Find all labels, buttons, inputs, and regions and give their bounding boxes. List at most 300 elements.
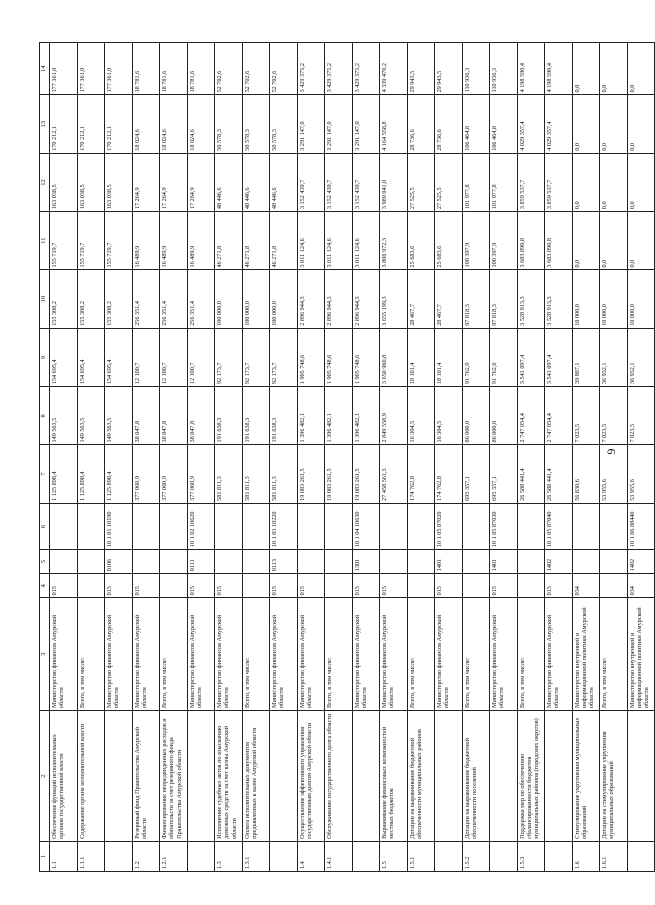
table-cell: Дотации на выравнивание бюджетной обеспеченности муниципальных районов — [407, 711, 435, 842]
table-cell: 015 — [187, 574, 215, 598]
table-cell: Министерство внутренней и информационной политики Амурской области — [627, 598, 655, 711]
table-cell — [352, 841, 380, 871]
table-cell: Министерство финансов Амурской области — [187, 598, 215, 711]
column-number-13: 13 — [40, 95, 50, 153]
table-cell — [242, 574, 270, 598]
table-row — [270, 43, 298, 872]
table-cell: Дотации на стимулирование укрупнения муниципальных образований — [600, 711, 628, 842]
table-cell: 015 — [545, 574, 573, 598]
table-cell — [435, 841, 463, 871]
table-cell — [297, 503, 325, 549]
table-cell: 110 936,3 — [490, 43, 518, 95]
table-cell: 3 291 147,0 — [325, 95, 353, 153]
table-cell: 28 736,6 — [407, 95, 435, 153]
table-cell: 163 038,5 — [105, 153, 133, 211]
table-cell: 86 000,0 — [462, 387, 490, 445]
table-cell: 97 818,3 — [462, 270, 490, 328]
table-cell: 163 038,5 — [50, 153, 78, 211]
table-cell: 46 271,8 — [270, 212, 298, 270]
table-cell: 7 023,5 — [572, 387, 600, 445]
table-cell: 18 781,6 — [160, 43, 188, 95]
table-cell: 149 563,5 — [105, 387, 133, 445]
table-cell: 1.5.2 — [462, 841, 490, 871]
table-cell: 015 — [490, 574, 518, 598]
table-cell: 015 — [132, 574, 160, 598]
table-cell — [160, 503, 188, 549]
table-cell: 3 859 537,7 — [517, 153, 545, 211]
table-cell: 170 212,1 — [105, 95, 133, 153]
table-cell: 015 — [435, 574, 463, 598]
table-cell: 39 807,1 — [572, 328, 600, 386]
table-cell: 46 271,8 — [242, 212, 270, 270]
table-cell: 38 047,8 — [187, 387, 215, 445]
table-cell: Министерство финансов Амурской области — [545, 598, 573, 711]
table-cell: 2 849 558,9 — [380, 387, 408, 445]
table-row — [600, 43, 628, 872]
table-row — [242, 43, 270, 872]
table-cell: 17 264,9 — [160, 153, 188, 211]
table-cell: Министерство финансов Амурской области — [380, 598, 408, 711]
table-cell: Всего, в том числе: — [517, 598, 545, 711]
column-number-6: 6 — [40, 503, 50, 549]
table-cell — [325, 550, 353, 574]
table-cell: 163 038,5 — [77, 153, 105, 211]
table-cell: 3 291 147,0 — [297, 95, 325, 153]
table-cell: 16 304,5 — [407, 387, 435, 445]
table-cell: 0,0 — [572, 212, 600, 270]
table-cell: 100 000,0 — [242, 270, 270, 328]
table-cell — [407, 550, 435, 574]
table-cell: 0,0 — [572, 95, 600, 153]
table-cell: 1 396 482,1 — [352, 387, 380, 445]
table-cell: 581 811,3 — [242, 445, 270, 503]
table-cell: 0,0 — [600, 95, 628, 153]
column-number-9: 9 — [40, 328, 50, 386]
table-cell: 3 152 439,7 — [352, 153, 380, 211]
table-cell: 0,0 — [572, 43, 600, 95]
table-cell: 16 489,9 — [187, 212, 215, 270]
table-cell: 015 — [105, 574, 133, 598]
table-cell: 1.2 — [132, 841, 160, 871]
table-cell — [490, 841, 518, 871]
table-cell: 38 047,8 — [160, 387, 188, 445]
table-cell: 1.2.1 — [160, 841, 188, 871]
table-cell: Обслуживание государственного долга области — [325, 711, 353, 842]
table-cell: 015 — [50, 574, 78, 598]
table-cell: 2 747 054,4 — [545, 387, 573, 445]
table-row — [545, 43, 573, 872]
table-cell: 18 101,4 — [407, 328, 435, 386]
table-cell — [187, 711, 215, 842]
table-cell: 53 955,6 — [627, 445, 655, 503]
table-cell: Осуществление эффективного управления государственным долгом Амурской области — [297, 711, 325, 842]
table-cell: 3 650 960,8 — [380, 328, 408, 386]
table-cell — [435, 711, 463, 842]
table-cell — [600, 503, 628, 549]
table-cell: 12 100,7 — [187, 328, 215, 386]
table-cell: Министерство финансов Амурской области — [297, 598, 325, 711]
table-cell: 97 818,3 — [490, 270, 518, 328]
table-cell: 0,0 — [600, 153, 628, 211]
table-cell: 10 1 01 10190 — [105, 503, 133, 549]
table-cell — [215, 503, 243, 549]
table-row — [435, 43, 463, 872]
table-cell: 36 932,1 — [627, 328, 655, 386]
table-cell: 36 932,1 — [600, 328, 628, 386]
table-cell — [270, 711, 298, 842]
table-cell: Дотации на выравнивание бюджетной обеспеченности поселений — [462, 711, 490, 842]
table-row — [77, 43, 105, 872]
table-cell: 3 541 097,4 — [545, 328, 573, 386]
table-cell: 3 011 124,6 — [297, 212, 325, 270]
table-cell: 29 943,5 — [407, 43, 435, 95]
table-cell: 18 101,4 — [435, 328, 463, 386]
table-row — [160, 43, 188, 872]
table-cell — [187, 841, 215, 871]
table-cell: 191 638,3 — [242, 387, 270, 445]
table-cell: 0,0 — [627, 95, 655, 153]
table-cell: 100 397,9 — [462, 212, 490, 270]
table-cell: 46 271,8 — [215, 212, 243, 270]
table-row — [50, 43, 78, 872]
table-cell: 015 — [380, 574, 408, 598]
table-cell: 19 083 261,5 — [325, 445, 353, 503]
table-cell: 10 000,0 — [572, 270, 600, 328]
table-cell: 17 264,9 — [187, 153, 215, 211]
table-cell: 155 308,2 — [105, 270, 133, 328]
table-cell: 4 029 357,4 — [517, 95, 545, 153]
table-cell: 10 1 05 87030 — [490, 503, 518, 549]
table-cell: 191 638,3 — [270, 387, 298, 445]
table-cell: 015 — [270, 574, 298, 598]
table-cell — [545, 711, 573, 842]
table-cell: 256 351,4 — [160, 270, 188, 328]
table-cell: 154 695,4 — [77, 328, 105, 386]
table-cell: 1.1 — [50, 841, 78, 871]
table-cell: 48 446,6 — [270, 153, 298, 211]
table-cell: 695 357,1 — [462, 445, 490, 503]
table-cell — [462, 550, 490, 574]
table-cell: Министерство финансов Амурской области — [132, 598, 160, 711]
table-cell: 4 339 470,2 — [380, 43, 408, 95]
table-cell: 1 125 898,4 — [50, 445, 78, 503]
table-cell: 256 351,4 — [187, 270, 215, 328]
table-cell: 10 000,0 — [627, 270, 655, 328]
table-cell — [215, 550, 243, 574]
table-cell — [600, 574, 628, 598]
table-cell: 28 467,7 — [407, 270, 435, 328]
table-cell: 0,0 — [627, 43, 655, 95]
table-cell: Всего, в том числе: — [462, 598, 490, 711]
table-cell: 170 212,1 — [50, 95, 78, 153]
table-cell: Оплата исполнительных документов предъявленных к казне Амурской области — [242, 711, 270, 842]
table-cell: 1.4 — [297, 841, 325, 871]
table-cell: 1 905 748,6 — [325, 328, 353, 386]
table-cell: 1401 — [435, 550, 463, 574]
table-cell: 377 060,9 — [160, 445, 188, 503]
table-cell: 28 736,6 — [435, 95, 463, 153]
column-number-4: 4 — [40, 574, 50, 598]
table-cell: 3 152 439,7 — [297, 153, 325, 211]
table-cell: 3 683 890,8 — [517, 212, 545, 270]
table-cell: 015 — [297, 574, 325, 598]
rotated-page — [39, 42, 651, 872]
table-cell: 106 464,8 — [490, 95, 518, 153]
table-cell: 16 489,9 — [132, 212, 160, 270]
table-cell: 155 719,7 — [105, 212, 133, 270]
table-cell: 48 446,6 — [215, 153, 243, 211]
table-cell: 1.5 — [380, 841, 408, 871]
table-cell: Министерство финансов Амурской области — [105, 598, 133, 711]
table-cell: 0,0 — [627, 212, 655, 270]
table-cell: 10 1 02 10620 — [187, 503, 215, 549]
table-cell: 3 429 375,2 — [352, 43, 380, 95]
table-cell: 034 — [572, 574, 600, 598]
table-row — [462, 43, 490, 872]
table-cell: 1.4.1 — [325, 841, 353, 871]
table-cell — [627, 711, 655, 842]
table-cell: 2 747 054,4 — [517, 387, 545, 445]
table-cell: Исполнение судебных актов по взысканию денежных средств за счет казны Амурской области — [215, 711, 243, 842]
table-cell: Всего, в том числе: — [77, 598, 105, 711]
table-cell: 149 563,5 — [77, 387, 105, 445]
table-cell — [242, 503, 270, 549]
table-cell — [517, 503, 545, 549]
table-cell: 100 397,9 — [490, 212, 518, 270]
table-cell — [325, 574, 353, 598]
table-cell: 2 896 944,3 — [352, 270, 380, 328]
table-cell: 27 525,5 — [435, 153, 463, 211]
table-cell: 3 011 124,6 — [352, 212, 380, 270]
page-number: 6 — [604, 448, 619, 455]
table-cell: 1 396 482,1 — [297, 387, 325, 445]
table-cell — [407, 503, 435, 549]
table-cell: 3 152 439,7 — [325, 153, 353, 211]
table-cell: 155 308,2 — [77, 270, 105, 328]
table-cell: 177 361,0 — [77, 43, 105, 95]
table-cell: 3 806 972,3 — [380, 212, 408, 270]
table-cell: 3 528 913,3 — [517, 270, 545, 328]
table-cell: 0106 — [105, 550, 133, 574]
column-number-8: 8 — [40, 387, 50, 445]
table-cell: 155 719,7 — [77, 212, 105, 270]
table-cell: 1 125 898,4 — [105, 445, 133, 503]
table-cell: 0,0 — [600, 43, 628, 95]
table-cell — [77, 503, 105, 549]
table-cell: 26 588 441,4 — [517, 445, 545, 503]
table-cell: 2 896 944,3 — [325, 270, 353, 328]
table-cell: 149 563,5 — [50, 387, 78, 445]
table-cell: 0113 — [270, 550, 298, 574]
table-cell: 695 357,1 — [490, 445, 518, 503]
table-cell — [160, 550, 188, 574]
table-cell — [407, 574, 435, 598]
table-cell: 7 023,5 — [627, 387, 655, 445]
table-cell: 100 000,0 — [215, 270, 243, 328]
table-cell — [545, 841, 573, 871]
table-cell: 92 173,7 — [270, 328, 298, 386]
table-cell: 170 212,1 — [77, 95, 105, 153]
table-cell: 26 588 441,4 — [545, 445, 573, 503]
table-cell: 1 905 748,6 — [297, 328, 325, 386]
table-cell: 29 943,5 — [435, 43, 463, 95]
table-cell: Министерство внутренней и информационной политики Амурской области — [572, 598, 600, 711]
table-cell — [297, 550, 325, 574]
table-cell: 034 — [627, 574, 655, 598]
table-cell — [77, 550, 105, 574]
table-cell — [105, 841, 133, 871]
table-cell — [50, 550, 78, 574]
table-cell: 256 351,4 — [132, 270, 160, 328]
table-cell: 101 977,8 — [462, 153, 490, 211]
table-cell — [462, 503, 490, 549]
table-cell: 56 830,6 — [572, 445, 600, 503]
table-cell: Министерство финансов Амурской области — [270, 598, 298, 711]
table-cell: 3 989 041,0 — [380, 153, 408, 211]
table-cell: 0,0 — [572, 153, 600, 211]
table-cell: 015 — [215, 574, 243, 598]
table-cell — [352, 711, 380, 842]
table-cell: Резервный фонд Правительства Амурской области — [132, 711, 160, 842]
table-cell: 91 762,0 — [490, 328, 518, 386]
budget-table — [39, 42, 655, 872]
table-cell: 52 702,6 — [270, 43, 298, 95]
table-cell: Министерство финансов Амурской области — [352, 598, 380, 711]
table-cell: 3 291 147,0 — [352, 95, 380, 153]
table-cell: 4 164 558,8 — [380, 95, 408, 153]
table-cell: Всего, в том числе: — [242, 598, 270, 711]
table-cell: 1.1.1 — [77, 841, 105, 871]
table-cell: 4 029 357,4 — [545, 95, 573, 153]
table-cell: 10 000,0 — [600, 270, 628, 328]
table-cell — [627, 841, 655, 871]
table-cell: 177 361,0 — [105, 43, 133, 95]
table-cell: 581 811,3 — [215, 445, 243, 503]
table-cell: 12 100,7 — [132, 328, 160, 386]
table-cell: 28 467,7 — [435, 270, 463, 328]
table-cell — [517, 550, 545, 574]
header-row — [40, 43, 50, 872]
table-cell: 3 683 890,8 — [545, 212, 573, 270]
table-row — [105, 43, 133, 872]
table-cell: Обеспечение функций исполнительных органов государственной власти — [50, 711, 78, 842]
table-cell: Выравнивание финансовых возможностей местных бюджетов — [380, 711, 408, 842]
table-cell: 174 762,8 — [407, 445, 435, 503]
table-cell: 10 1 05 87040 — [545, 503, 573, 549]
table-row — [132, 43, 160, 872]
table-cell: 18 781,6 — [132, 43, 160, 95]
table-cell — [77, 574, 105, 598]
table-cell: 10 1 05 87020 — [435, 503, 463, 549]
table-cell: 101 977,8 — [490, 153, 518, 211]
table-cell: 3 528 913,3 — [545, 270, 573, 328]
table-cell: 2 896 944,3 — [297, 270, 325, 328]
table-cell: 1402 — [545, 550, 573, 574]
table-cell — [572, 550, 600, 574]
table-cell: 19 083 261,5 — [297, 445, 325, 503]
table-row — [352, 43, 380, 872]
table-cell — [462, 574, 490, 598]
table-cell: 17 264,9 — [132, 153, 160, 211]
table-cell — [242, 550, 270, 574]
table-cell: 177 361,0 — [50, 43, 78, 95]
table-cell: 10 1 04 10630 — [352, 503, 380, 549]
table-cell — [160, 574, 188, 598]
table-cell: 154 695,4 — [105, 328, 133, 386]
table-cell: 50 578,3 — [242, 95, 270, 153]
table-cell: 18 024,6 — [160, 95, 188, 153]
table-cell: 27 458 561,3 — [380, 445, 408, 503]
table-row — [380, 43, 408, 872]
table-cell: 155 719,7 — [50, 212, 78, 270]
table-cell: 1401 — [490, 550, 518, 574]
table-row — [297, 43, 325, 872]
table-cell: Всего, в том числе: — [600, 598, 628, 711]
table-cell: 3 429 375,2 — [325, 43, 353, 95]
table-cell: 52 702,6 — [215, 43, 243, 95]
table-cell: 10 1 03 10220 — [270, 503, 298, 549]
table-row — [325, 43, 353, 872]
table-cell — [325, 503, 353, 549]
table-cell: 1 125 898,4 — [77, 445, 105, 503]
table-cell — [50, 503, 78, 549]
table-cell: 53 955,6 — [600, 445, 628, 503]
table-cell: 1402 — [627, 550, 655, 574]
table-cell — [517, 574, 545, 598]
table-cell: Министерство финансов Амурской области — [435, 598, 463, 711]
table-cell: 18 024,6 — [187, 95, 215, 153]
table-cell — [490, 711, 518, 842]
table-cell: 015 — [352, 574, 380, 598]
table-cell: 3 655 199,3 — [380, 270, 408, 328]
table-row — [215, 43, 243, 872]
table-cell: 0111 — [187, 550, 215, 574]
table-cell — [600, 550, 628, 574]
table-row — [517, 43, 545, 872]
table-cell: 92 173,7 — [242, 328, 270, 386]
table-cell: 155 308,2 — [50, 270, 78, 328]
table-cell: 38 047,8 — [132, 387, 160, 445]
table-cell: 1.3 — [215, 841, 243, 871]
column-number-11: 11 — [40, 212, 50, 270]
table-cell — [572, 503, 600, 549]
table-cell: 3 859 537,7 — [545, 153, 573, 211]
column-number-5: 5 — [40, 550, 50, 574]
column-number-12: 12 — [40, 153, 50, 211]
table-row — [187, 43, 215, 872]
table-cell: 25 683,6 — [407, 212, 435, 270]
table-row — [407, 43, 435, 872]
table-cell: 91 762,0 — [462, 328, 490, 386]
table-cell: 1.6 — [572, 841, 600, 871]
column-number-10: 10 — [40, 270, 50, 328]
table-row — [627, 43, 655, 872]
table-cell: 1.6.1 — [600, 841, 628, 871]
table-cell: 19 083 261,5 — [352, 445, 380, 503]
table-cell: 18 024,6 — [132, 95, 160, 153]
table-cell: Министерство финансов Амурской области — [490, 598, 518, 711]
table-cell: 106 464,8 — [462, 95, 490, 153]
column-number-3: 3 — [40, 598, 50, 711]
column-number-14: 14 — [40, 43, 50, 95]
table-cell: Финансирование непредвиденных расходов и обязательств за счет резервного фонда Правительства Амурской области — [160, 711, 188, 842]
table-cell: 10 1 06 88440 — [627, 503, 655, 549]
table-cell: 191 638,3 — [215, 387, 243, 445]
table-row — [572, 43, 600, 872]
table-cell: 377 060,9 — [187, 445, 215, 503]
table-cell: 581 811,3 — [270, 445, 298, 503]
table-cell: Всего, в том числе: — [407, 598, 435, 711]
